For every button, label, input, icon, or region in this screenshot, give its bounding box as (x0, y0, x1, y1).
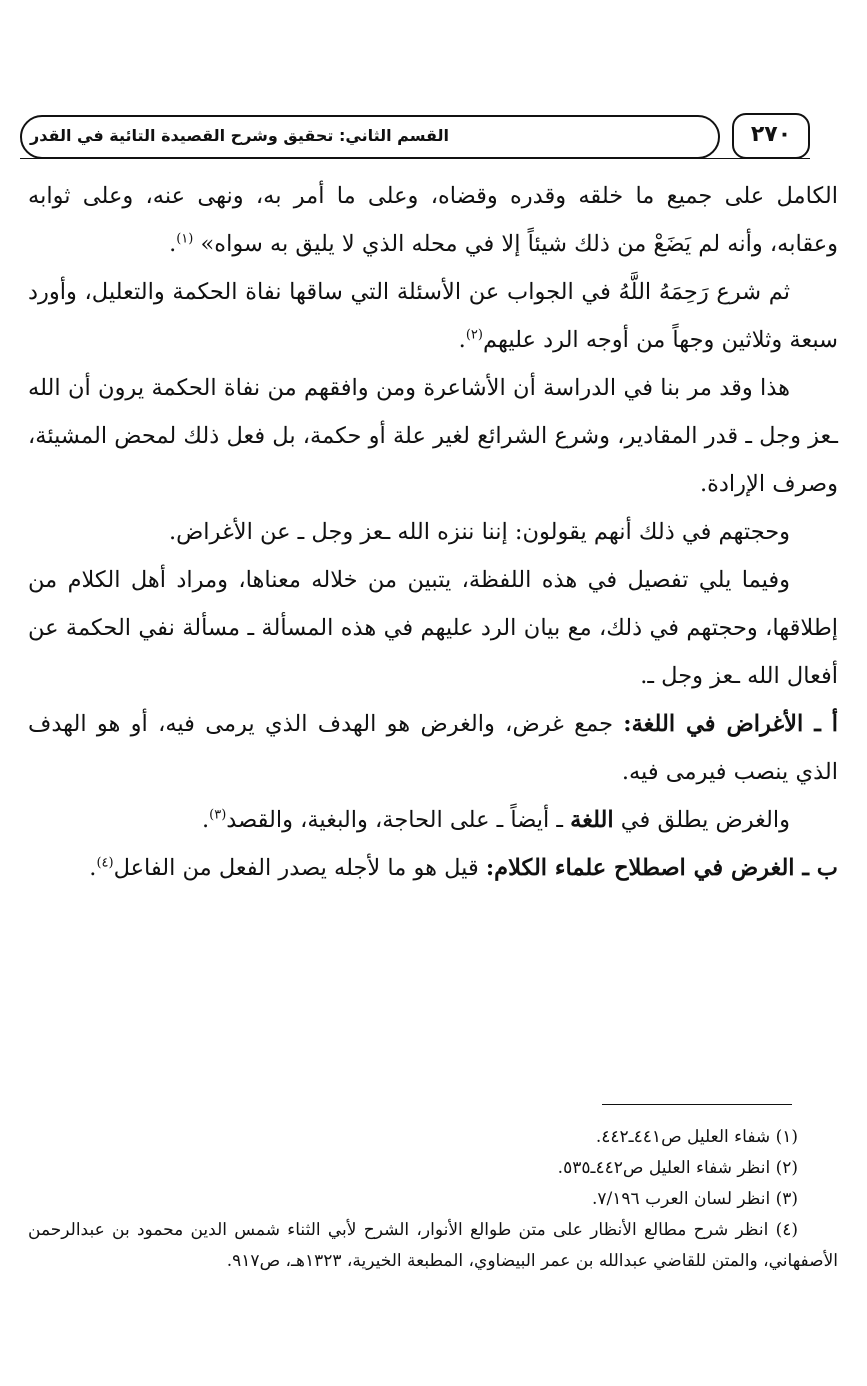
paragraph-1-end: . (169, 231, 177, 257)
footnote-3: (٣) انظر لسان العرب ٧/١٩٦. (592, 1189, 798, 1209)
footnote-ref-1: (١) (176, 231, 194, 247)
header-rule (20, 158, 810, 159)
paragraph-7-pre: والغرض يطلق في (613, 807, 790, 833)
paragraph-3: هذا وقد مر بنا في الدراسة أن الأشاعرة ومن وافقهم من نفاة الحكمة يرون أن الله ـعز وجل ـ قدر المقادير، وشرع الشرائع لغير علة أو حكمة، بل فعل ذلك لمحض المشيئة، وصرف الإرادة. (28, 375, 838, 497)
footnote-4: (٤) انظر شرح مطالع الأنظار على متن طوالع الأنوار، الشرح لأبي الثناء شمس الدين محمود بن عبدالرحمن الأصفهاني، والمتن للقاضي عبدالله بن عمر البيضاوي، المطبعة الخيرية، ١٣٢٣هـ، ص٩١٧. (28, 1220, 838, 1271)
paragraph-6-text: جمع غرض، والغرض هو الهدف الذي يرمى فيه، أو هو الهدف الذي ينصب فيرمى فيه. (28, 711, 838, 785)
running-header (20, 113, 810, 163)
footnote-ref-3: (٣) (209, 807, 227, 823)
paragraph-8 (28, 844, 838, 892)
footnote-rule (602, 1104, 792, 1105)
footnote-1: (١) شفاء العليل ص٤٤١ـ٤٤٢. (595, 1127, 798, 1147)
paragraph-2-text: ثم شرع رَحِمَهُ اللَّهُ في الجواب عن الأسئلة التي ساقها نفاة الحكمة والتعليل، وأورد سبعة وثلاثين وجهاً من أوجه الرد عليهم (28, 279, 838, 353)
paragraph-7-bold: اللغة (570, 807, 614, 833)
paragraph-7-end: . (201, 807, 210, 833)
paragraph-7 (28, 796, 838, 844)
paragraph-2-end: . (458, 327, 466, 353)
paragraph-1 (28, 172, 838, 268)
paragraph-6 (28, 700, 838, 796)
heading-b: ب ـ الغرض في اصطلاح علماء الكلام: (485, 855, 838, 881)
footnotes (28, 1122, 838, 1277)
footnote-2: (٢) انظر شفاء العليل ص٤٤٢ـ٥٣٥. (557, 1158, 798, 1178)
heading-a: أ ـ الأغراض في اللغة: (623, 711, 838, 737)
paragraph-7-text: ـ أيضاً ـ على الحاجة، والبغية، والقصد (226, 807, 571, 833)
paragraph-5: وفيما يلي تفصيل في هذه اللفظة، يتبين من خلاله معناها، ومراد أهل الكلام من إطلاقها، وحجتهم في ذلك، مع بيان الرد عليهم في هذه المسألة ـ مسألة نفي الحكمة عن أفعال الله ـعز وجل ـ. (28, 567, 838, 689)
page-number: ٢٧٠ (750, 122, 792, 147)
paragraph-2 (28, 268, 838, 364)
footnote-ref-2: (٢) (465, 327, 483, 343)
running-title: القسم الثاني: تحقيق وشرح القصيدة التائية في القدر (30, 126, 450, 145)
paragraph-8-text: قيل هو ما لأجله يصدر الفعل من الفاعل (113, 855, 486, 881)
footnote-ref-4: (٤) (96, 855, 114, 871)
paragraph-1-text: الكامل على جميع ما خلقه وقدره وقضاه، وعلى ما أمر به، ونهى عنه، وعلى ثوابه وعقابه، وأنه لم يَضَعْ من ذلك شيئاً إلا في محله الذي لا يليق به سواه» (28, 183, 838, 257)
page-number-frame (732, 113, 810, 159)
body-text (28, 172, 838, 892)
header-title-frame (20, 115, 720, 159)
paragraph-8-end: . (89, 855, 97, 881)
paragraph-4: وحجتهم في ذلك أنهم يقولون: إننا ننزه الله ـعز وجل ـ عن الأغراض. (168, 519, 790, 545)
